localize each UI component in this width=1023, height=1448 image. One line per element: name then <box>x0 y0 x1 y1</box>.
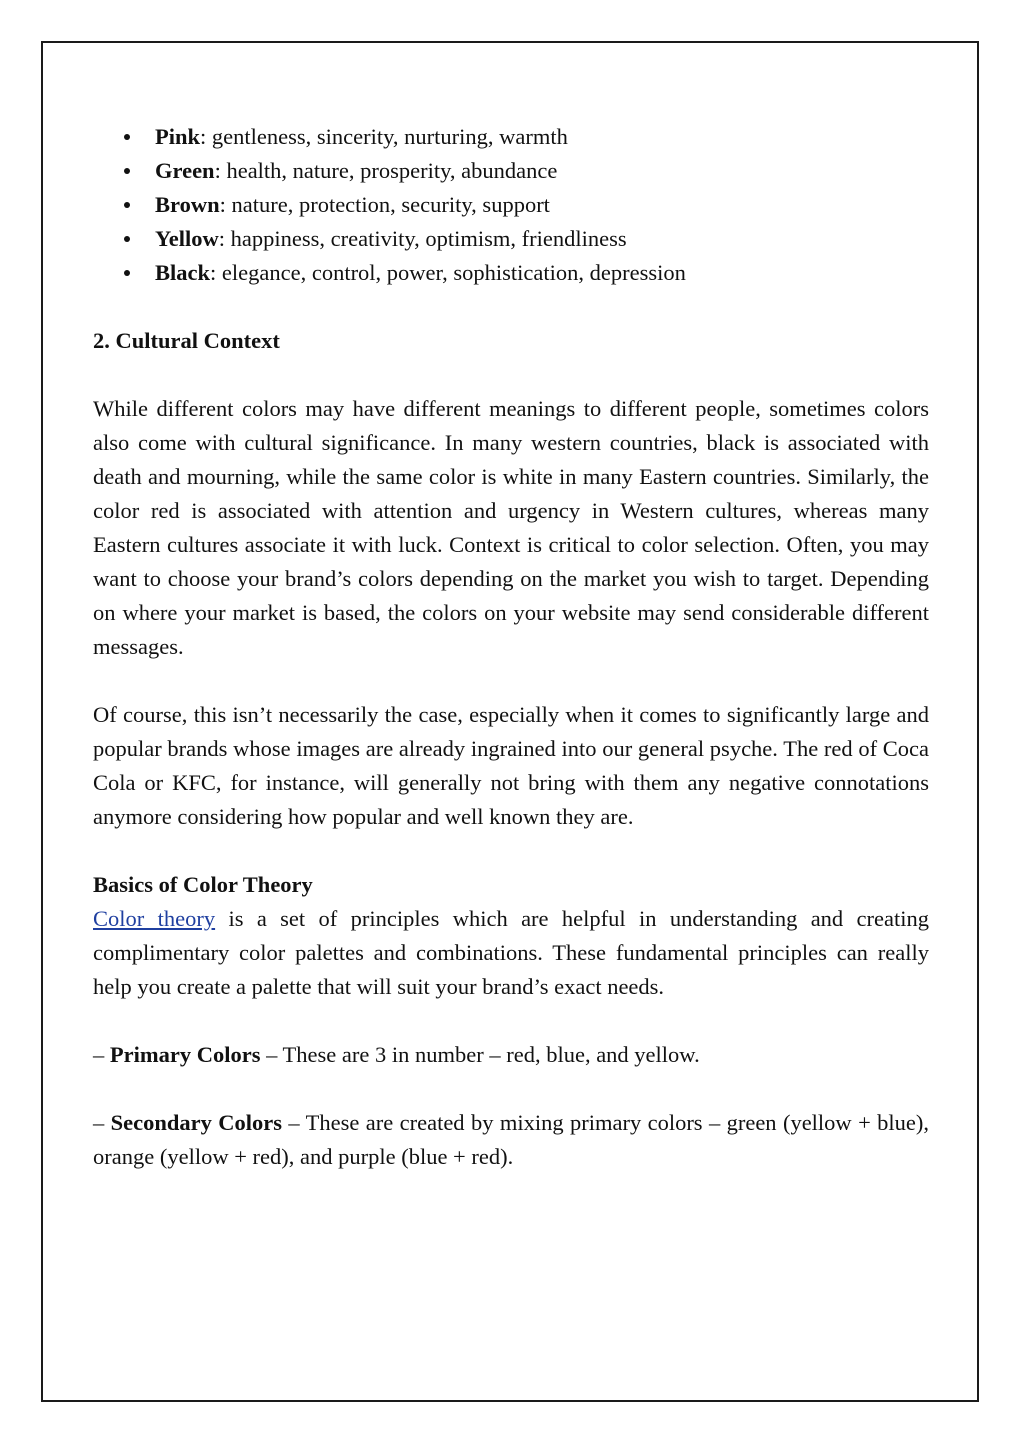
spacer <box>93 664 929 698</box>
color-meaning-list <box>93 120 929 290</box>
color-theory-text: is a set of principles which are helpful in understanding and creating complimentary color palettes and combinations. These fundamental principles can really help you create a palette that will suit your brand’s exact needs. <box>93 906 929 999</box>
list-item-desc: : elegance, control, power, sophistication, depression <box>210 260 686 285</box>
primary-colors-term: Primary Colors <box>109 1042 261 1067</box>
spacer <box>93 834 929 868</box>
spacer <box>93 358 929 392</box>
spacer <box>93 290 929 324</box>
secondary-colors-term: Secondary Colors <box>110 1110 283 1135</box>
list-item-term: Green <box>155 158 215 183</box>
section-heading: 2. Cultural Context <box>93 328 280 353</box>
list-item <box>93 222 929 256</box>
brands-paragraph: Of course, this isn’t necessarily the case, especially when it comes to significantly large and popular brands whose images are already ingrained into our general psyche. The red of Coca Cola or KFC, for instance, will generally not bring with them any negative connotations anymore considering how popular and well known they are. <box>93 702 929 829</box>
list-item-term: Black <box>155 260 211 285</box>
spacer <box>93 1004 929 1038</box>
dash-text: – <box>93 1110 111 1135</box>
primary-colors-text: – These are 3 in number – red, blue, and yellow. <box>260 1042 700 1067</box>
secondary-colors-paragraph <box>93 1106 929 1174</box>
list-item-term: Yellow <box>155 226 219 251</box>
list-item <box>93 256 929 290</box>
color-theory-paragraph <box>93 902 929 1004</box>
bullet-icon <box>124 236 130 242</box>
list-item-term: Pink <box>155 124 201 149</box>
list-item <box>93 188 929 222</box>
section-heading: Basics of Color Theory <box>93 872 313 897</box>
cultural-context-paragraph: While different colors may have different meanings to different people, sometimes colors also come with cultural significance. In many western countries, black is associated with death and mourning, while the same color is white in many Eastern countries. Similarly, the color red is associated with attention and urgency in Western cultures, whereas many Eastern cultures associate it with luck. Context is critical to color selection. Often, you may want to choose your brand’s colors depending on the market you wish to target. Depending on where your market is based, the colors on your website may send considerable different messages. <box>93 396 929 659</box>
dash-text: – <box>93 1042 110 1067</box>
list-item-desc: : nature, protection, security, support <box>219 192 550 217</box>
list-item <box>93 154 929 188</box>
list-item-desc: : happiness, creativity, optimism, friendliness <box>218 226 627 251</box>
list-item-desc: : gentleness, sincerity, nurturing, warmth <box>200 124 568 149</box>
color-theory-link[interactable]: Color theory <box>93 906 216 931</box>
primary-colors-paragraph <box>93 1038 929 1072</box>
bullet-icon <box>124 134 130 140</box>
list-item-desc: : health, nature, prosperity, abundance <box>214 158 558 183</box>
spacer <box>93 1072 929 1106</box>
list-item <box>93 120 929 154</box>
bullet-icon <box>124 168 130 174</box>
document-body <box>93 120 929 1174</box>
bullet-icon <box>124 202 130 208</box>
list-item-term: Brown <box>155 192 220 217</box>
secondary-colors-text: – These are created by mixing primary colors – green (yellow + blue), orange (yellow + red), and purple (blue + red). <box>93 1110 929 1169</box>
bullet-icon <box>124 270 130 276</box>
